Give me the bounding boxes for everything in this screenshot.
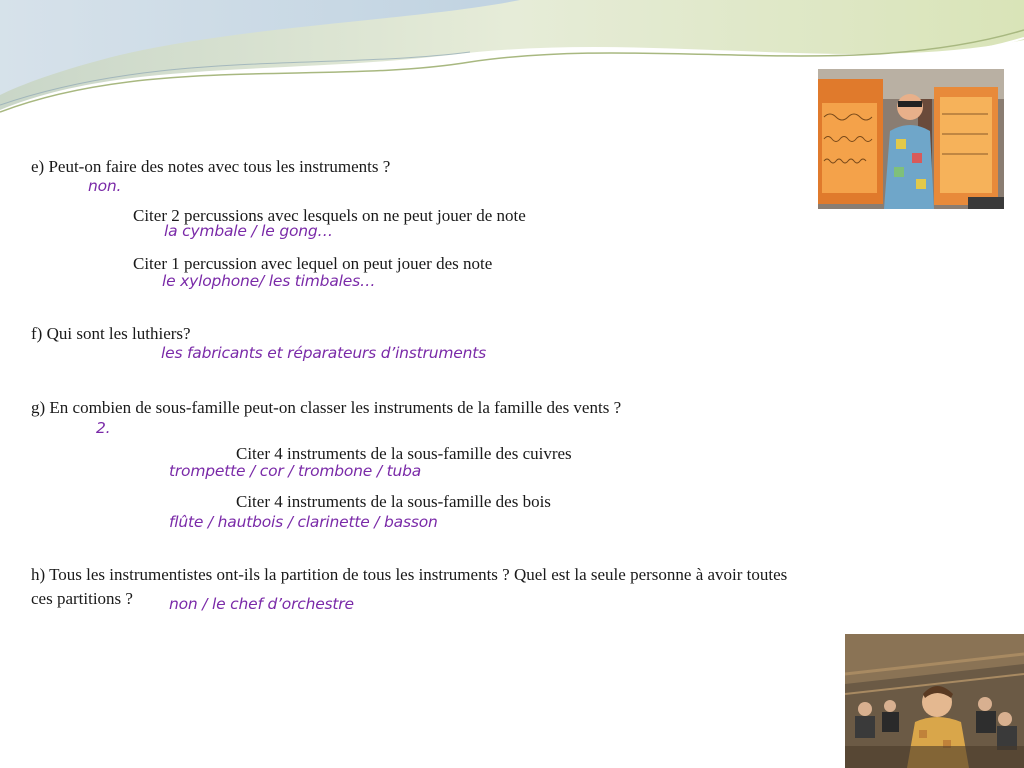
presenter-photo [818, 69, 1004, 209]
question-f: f) Qui sont les luthiers? [31, 324, 191, 343]
answer-e: non. [88, 177, 122, 195]
question-g-sub2: Citer 4 instruments de la sous-famille des bois [236, 492, 551, 511]
orchestra-photo [845, 634, 1024, 768]
answer-g: 2. [96, 419, 111, 437]
answer-e-sub1: la cymbale / le gong… [164, 222, 333, 240]
question-h-line1: h) Tous les instrumentistes ont-ils la partition de tous les instruments ? Quel est la seule personne à avoir toutes [31, 565, 788, 584]
answer-f: les fabricants et réparateurs d’instruments [161, 344, 486, 362]
answer-g-sub2: flûte / hautbois / clarinette / basson [169, 513, 438, 531]
question-g: g) En combien de sous-famille peut-on classer les instruments de la famille des vents ? [31, 398, 622, 417]
question-e-sub1: Citer 2 percussions avec lesquels on ne peut jouer de note [133, 206, 526, 225]
question-h-line2: ces partitions ? [31, 589, 133, 608]
answer-h: non / le chef d’orchestre [169, 595, 354, 613]
answer-g-sub1: trompette / cor / trombone / tuba [169, 462, 422, 480]
question-g-sub1: Citer 4 instruments de la sous-famille des cuivres [236, 444, 572, 463]
question-e: e) Peut-on faire des notes avec tous les instruments ? [31, 157, 391, 176]
question-e-sub2: Citer 1 percussion avec lequel on peut jouer des note [133, 254, 493, 273]
answer-e-sub2: le xylophone/ les timbales… [162, 272, 376, 290]
